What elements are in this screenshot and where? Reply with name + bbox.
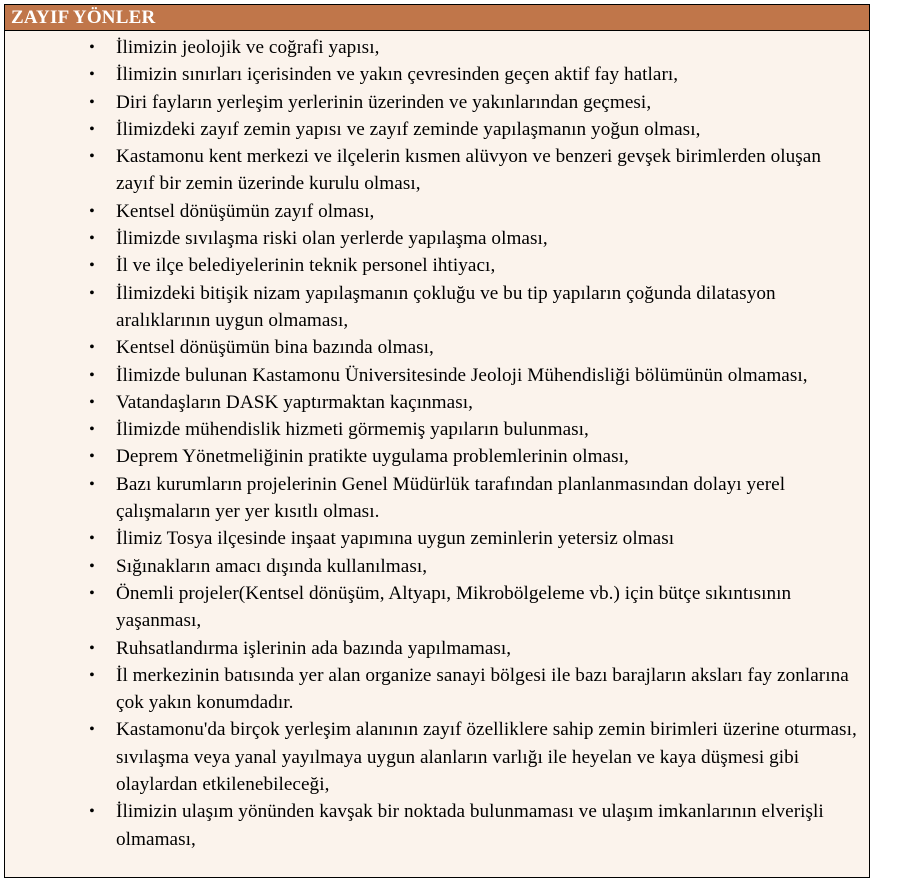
bullet-icon: • — [89, 421, 95, 439]
bullet-icon: • — [89, 66, 95, 84]
list-item — [5, 198, 863, 225]
section-title: ZAYIF YÖNLER — [11, 7, 156, 28]
bullet-icon: • — [89, 120, 95, 138]
bullet-icon: • — [89, 475, 95, 493]
list-item — [5, 716, 863, 798]
list-item-text: İlimizde sıvılaşma riski olan yerlerde yapılaşma olması, — [116, 228, 548, 250]
bullet-icon: • — [89, 639, 95, 657]
list-item-text: Ruhsatlandırma işlerinin ada bazında yapılmaması, — [116, 637, 512, 659]
bullet-icon: • — [89, 148, 95, 166]
list-item-text: İlimizde bulunan Kastamonu Üniversitesinde Jeoloji Mühendisliği bölümünün olmaması, — [116, 364, 808, 386]
bullet-icon: • — [89, 530, 95, 548]
list-item — [5, 580, 863, 635]
bullet-icon: • — [89, 39, 95, 56]
list-item-text: Kastamonu kent merkezi ve ilçelerin kısmen alüvyon ve benzeri gevşek birimlerden oluşan zayıf bir zemin üzerinde kurulu olması, — [116, 146, 821, 195]
bullet-icon: • — [89, 721, 95, 739]
bullet-icon: • — [89, 584, 95, 602]
list-item — [5, 443, 863, 470]
list-item-text: İl ve ilçe belediyelerinin teknik personel ihtiyacı, — [116, 255, 496, 277]
bullet-icon: • — [89, 93, 95, 111]
list-item — [5, 362, 863, 389]
list-item-text: İlimizin sınırları içerisinden ve yakın çevresinden geçen aktif fay hatları, — [116, 64, 679, 86]
list-item-text: İlimiz Tosya ilçesinde inşaat yapımına uygun zeminlerin yetersiz olması — [116, 528, 675, 550]
bullet-icon: • — [89, 666, 95, 684]
list-item — [5, 34, 863, 61]
list-item — [5, 471, 863, 526]
weaknesses-table — [4, 4, 870, 878]
list-item — [5, 89, 863, 116]
bullet-icon: • — [89, 803, 95, 821]
bullet-icon: • — [89, 284, 95, 302]
list-item — [5, 252, 863, 279]
list-item — [5, 553, 863, 580]
list-item — [5, 280, 863, 335]
list-item — [5, 61, 863, 88]
list-item — [5, 143, 863, 198]
list-item-text: İlimizdeki bitişik nizam yapılaşmanın çokluğu ve bu tip yapıların çoğunda dilatasyon aralıklarının uygun olmaması, — [116, 282, 776, 331]
list-item-text: İl merkezinin batısında yer alan organize sanayi bölgesi ile bazı barajların aksları fay zonlarına çok yakın konumdadır. — [116, 664, 849, 714]
list-item — [5, 116, 863, 143]
list-item — [5, 525, 863, 552]
weaknesses-list — [5, 31, 869, 853]
list-item-text: İlimizde mühendislik hizmeti görmemiş yapıların bulunması, — [116, 419, 589, 441]
bullet-icon: • — [89, 448, 95, 466]
bullet-icon: • — [89, 393, 95, 411]
table-header — [5, 5, 869, 31]
list-item-text: Diri fayların yerleşim yerlerinin üzerinden ve yakınlarından geçmesi, — [116, 91, 652, 113]
list-item-text: Önemli projeler(Kentsel dönüşüm, Altyapı, Mikrobölgeleme vb.) için bütçe sıkıntısının yaşanması, — [116, 582, 792, 632]
list-item — [5, 416, 863, 443]
list-item-text: Kentsel dönüşümün bina bazında olması, — [116, 337, 434, 359]
bullet-icon: • — [89, 257, 95, 275]
bullet-icon: • — [89, 230, 95, 248]
bullet-icon: • — [89, 339, 95, 357]
list-item-text: Kastamonu'da birçok yerleşim alanının zayıf özelliklere sahip zemin birimleri üzerine oturması, sıvılaşma veya yanal yayılmaya uygun alanların varlığı ile heyelan ve kaya düşmesi gibi olaylardan etkilenebileceği, — [116, 719, 857, 796]
bullet-icon: • — [89, 202, 95, 220]
list-item — [5, 225, 863, 252]
list-item — [5, 334, 863, 361]
list-item-text: İlimizin ulaşım yönünden kavşak bir noktada bulunmaması ve ulaşım imkanlarının elverişli olmaması, — [116, 801, 824, 850]
list-item-text: İlimizin jeolojik ve coğrafi yapısı, — [116, 37, 380, 58]
list-item-text: Sığınakların amacı dışında kullanılması, — [116, 555, 428, 577]
bullet-icon: • — [89, 557, 95, 575]
list-item-text: Vatandaşların DASK yaptırmaktan kaçınması, — [116, 391, 473, 413]
list-item — [5, 662, 863, 717]
list-item-text: Bazı kurumların projelerinin Genel Müdürlük tarafından planlanmasından dolayı yerel çalışmaların yer yer kısıtlı olması. — [116, 473, 786, 523]
list-item-text: İlimizdeki zayıf zemin yapısı ve zayıf zeminde yapılaşmanın yoğun olması, — [116, 118, 701, 140]
bullet-icon: • — [89, 366, 95, 384]
list-item — [5, 635, 863, 662]
list-item-text: Kentsel dönüşümün zayıf olması, — [116, 200, 375, 222]
list-item — [5, 389, 863, 416]
list-item-text: Deprem Yönetmeliğinin pratikte uygulama problemlerinin olması, — [116, 446, 629, 468]
list-item — [5, 798, 863, 853]
